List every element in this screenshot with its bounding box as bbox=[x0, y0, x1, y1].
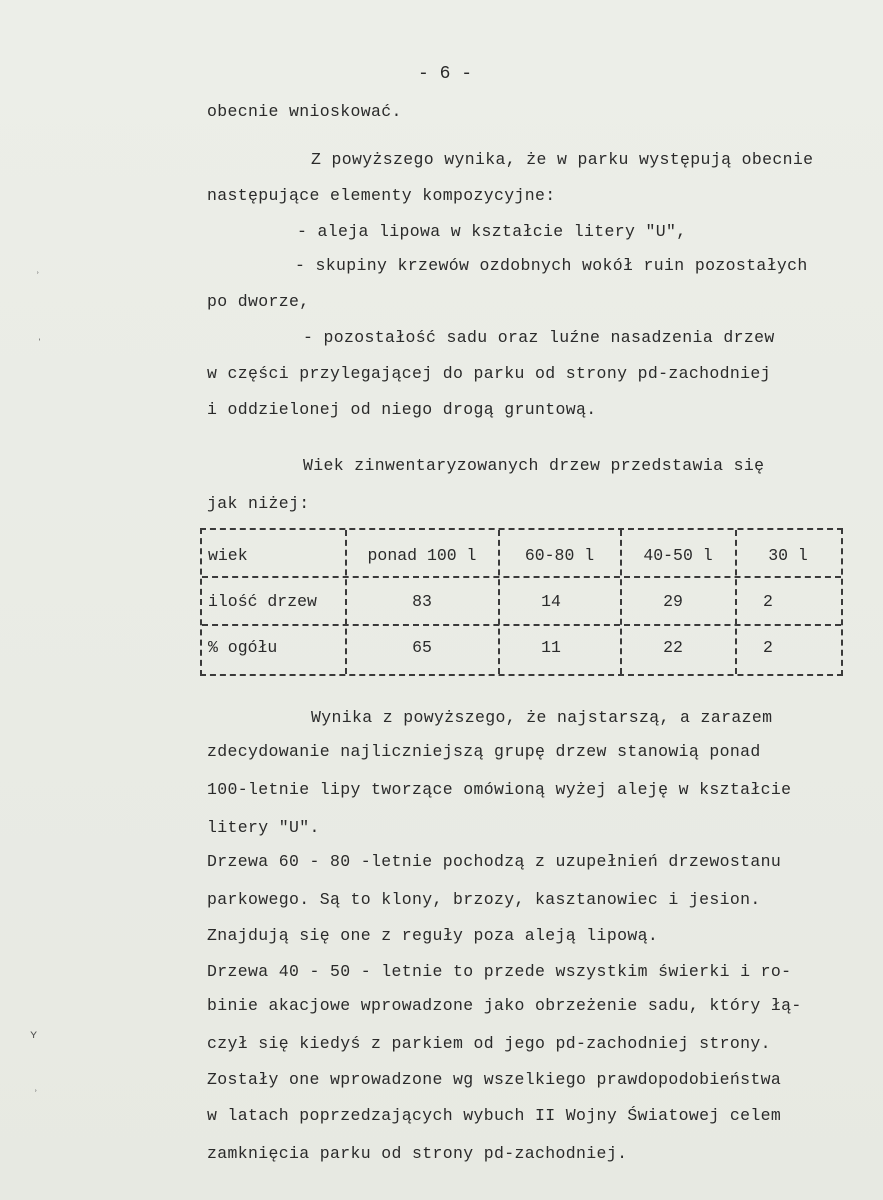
table-cell: 11 bbox=[541, 638, 561, 657]
table-divider bbox=[498, 530, 500, 674]
list-item: - skupiny krzewów ozdobnych wokół ruin pozostałych bbox=[295, 256, 808, 275]
text-line: parkowego. Są to klony, brzozy, kasztanowiec i jesion. bbox=[207, 890, 761, 909]
text-line: po dworze, bbox=[207, 292, 310, 311]
table-divider bbox=[345, 530, 347, 674]
page-number: - 6 - bbox=[418, 64, 473, 84]
text-line: obecnie wnioskować. bbox=[207, 102, 402, 121]
table-header-cell: 60-80 l bbox=[524, 546, 595, 565]
text-line: zdecydowanie najliczniejszą grupę drzew stanowią ponad bbox=[207, 742, 761, 761]
table-divider bbox=[202, 624, 841, 626]
list-item: - pozostałość sadu oraz luźne nasadzenia drzew bbox=[303, 328, 775, 347]
text-line: zamknięcia parku od strony pd-zachodniej. bbox=[207, 1144, 628, 1163]
table-cell: ilość drzew bbox=[208, 592, 317, 611]
table-cell: 2 bbox=[763, 638, 773, 657]
text-line: 100-letnie lipy tworzące omówioną wyżej aleję w kształcie bbox=[207, 780, 792, 799]
margin-mark: ʏ bbox=[30, 1028, 38, 1042]
text-line: czył się kiedyś z parkiem od jego pd-zachodniej strony. bbox=[207, 1034, 771, 1053]
margin-mark: ʾ bbox=[32, 1088, 40, 1102]
text-line: Wiek zinwentaryzowanych drzew przedstawia się bbox=[303, 456, 765, 475]
text-line: litery "U". bbox=[207, 818, 320, 837]
table-header-cell: 30 l bbox=[768, 546, 808, 565]
table-divider bbox=[735, 530, 737, 674]
text-line: Drzewa 40 - 50 - letnie to przede wszystkim świerki i ro- bbox=[207, 962, 792, 981]
text-line: w części przylegającej do parku od strony pd-zachodniej bbox=[207, 364, 771, 383]
table-cell: 14 bbox=[541, 592, 561, 611]
text-line: jak niżej: bbox=[207, 494, 310, 513]
table-cell: % ogółu bbox=[208, 638, 278, 657]
text-line: i oddzielonej od niego drogą gruntową. bbox=[207, 400, 597, 419]
text-line: binie akacjowe wprowadzone jako obrzeżenie sadu, który łą- bbox=[207, 996, 802, 1015]
table-cell: 65 bbox=[412, 638, 432, 657]
table-header-cell: 40-50 l bbox=[643, 546, 713, 565]
table-cell: 29 bbox=[663, 592, 683, 611]
margin-mark: ˌ bbox=[36, 328, 44, 342]
text-line: Drzewa 60 - 80 -letnie pochodzą z uzupełnień drzewostanu bbox=[207, 852, 782, 871]
text-line: Zostały one wprowadzone wg wszelkiego prawdopodobieństwa bbox=[207, 1070, 782, 1089]
text-line: Znajdują się one z reguły poza aleją lipową. bbox=[207, 926, 659, 945]
text-line: Wynika z powyższego, że najstarszą, a zarazem bbox=[311, 708, 773, 727]
text-line: następujące elementy kompozycyjne: bbox=[207, 186, 556, 205]
table-header-cell: wiek bbox=[208, 546, 248, 565]
table-header-cell: ponad 100 l bbox=[367, 546, 477, 565]
text-line: w latach poprzedzających wybuch II Wojny Światowej celem bbox=[207, 1106, 782, 1125]
table-divider bbox=[202, 576, 841, 578]
table-cell: 2 bbox=[763, 592, 773, 611]
table-cell: 22 bbox=[663, 638, 683, 657]
margin-mark: ʾ bbox=[34, 270, 42, 284]
list-item: - aleja lipowa w kształcie litery "U", bbox=[297, 222, 687, 241]
table-divider bbox=[620, 530, 622, 674]
text-line: Z powyższego wynika, że w parku występują obecnie bbox=[311, 150, 814, 169]
table-cell: 83 bbox=[412, 592, 432, 611]
tree-age-table bbox=[200, 528, 843, 676]
